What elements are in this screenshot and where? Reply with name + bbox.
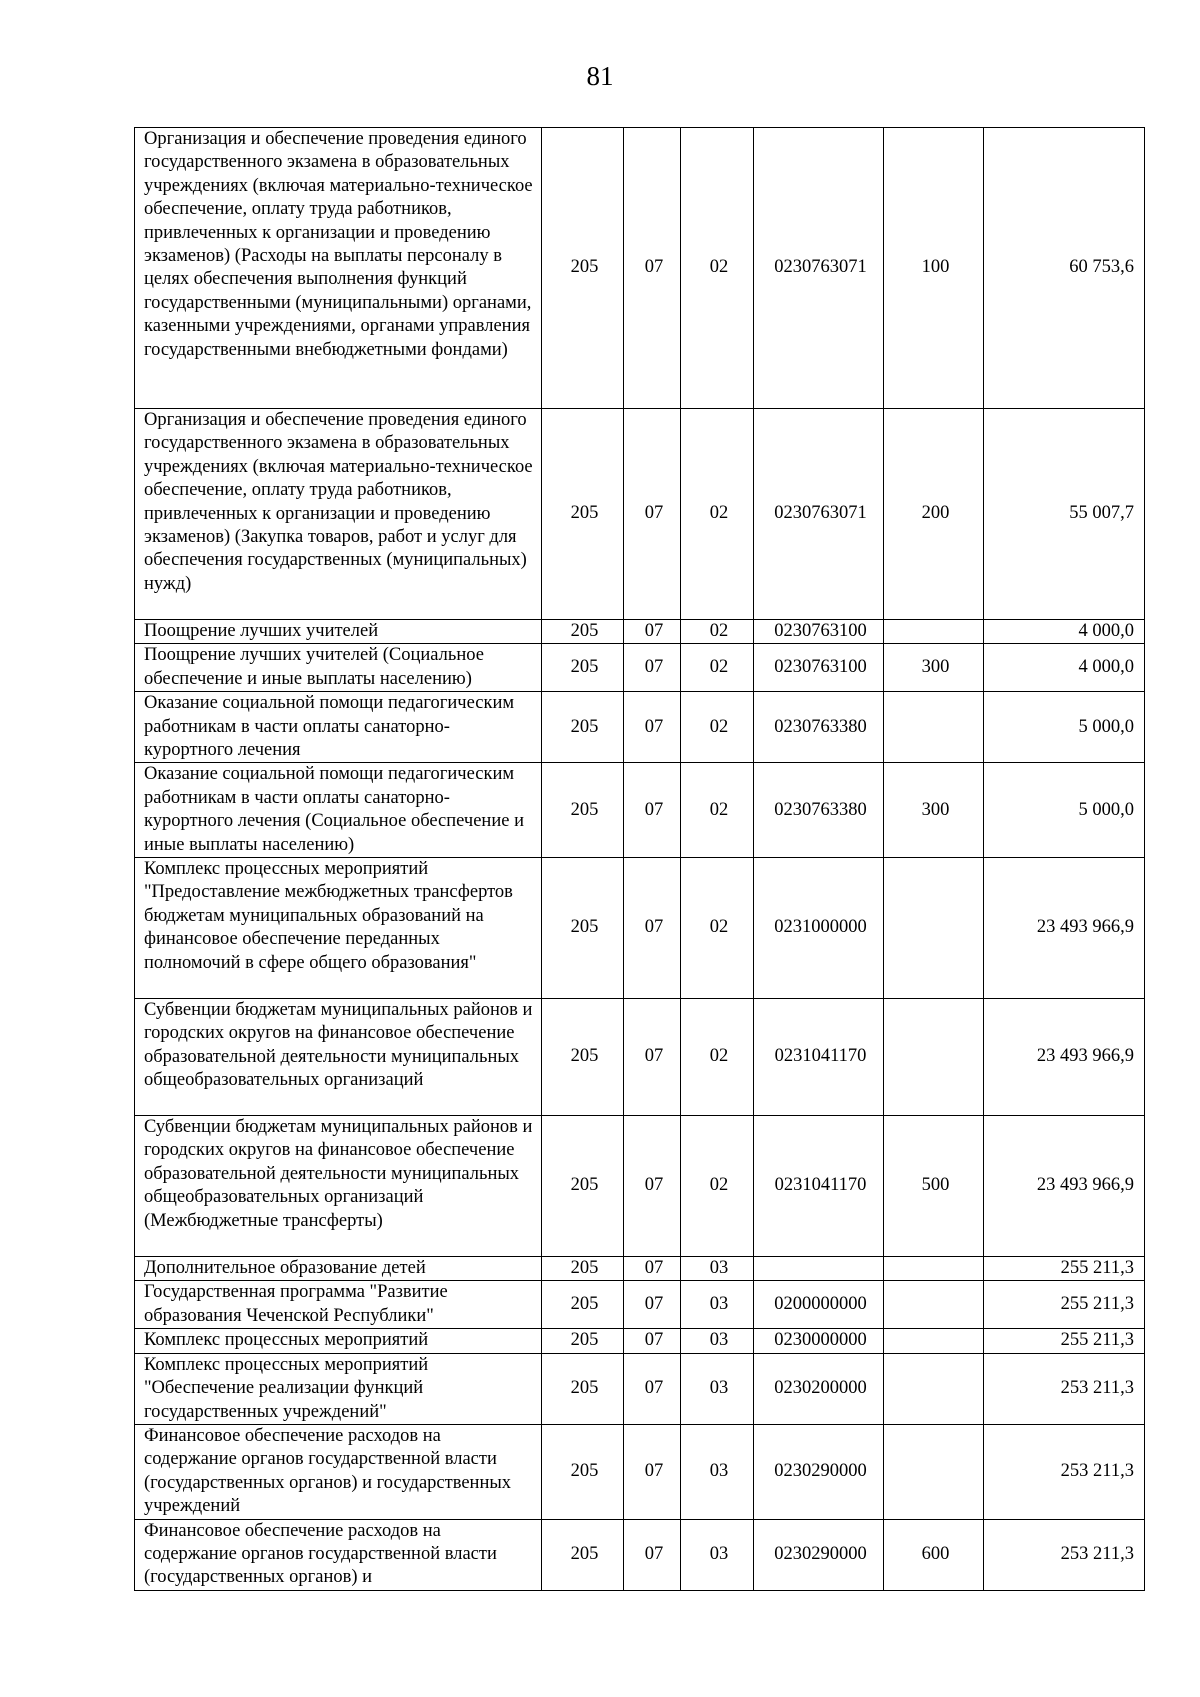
expense-type-code [884, 620, 984, 644]
section-code: 07 [624, 1329, 681, 1353]
ministry-code: 205 [542, 128, 624, 409]
target-code: 0200000000 [754, 1281, 884, 1329]
target-code: 0230763380 [754, 692, 884, 763]
amount: 23 493 966,9 [984, 1116, 1145, 1257]
table-row [135, 1281, 1145, 1329]
ministry-code: 205 [542, 644, 624, 692]
row-name: Оказание социальной помощи педагогическим работникам в части оплаты санаторно-курортного лечения (Социальное обеспечение и иные выплаты населению) [135, 763, 542, 858]
target-code: 0230290000 [754, 1519, 884, 1590]
expense-type-code: 600 [884, 1519, 984, 1590]
row-name: Комплекс процессных мероприятий "Предоставление межбюджетных трансфертов бюджетам муниципальных образований на финансовое обеспечение переданных полномочий в сфере общего образования" [135, 858, 542, 999]
expense-type-code [884, 999, 984, 1116]
subsection-code: 03 [681, 1353, 754, 1424]
expense-type-code [884, 1257, 984, 1281]
section-code: 07 [624, 763, 681, 858]
amount: 253 211,3 [984, 1353, 1145, 1424]
page-number: 81 [586, 61, 614, 91]
row-name: Поощрение лучших учителей (Социальное обеспечение и иные выплаты населению) [135, 644, 542, 692]
target-code: 0230763100 [754, 620, 884, 644]
target-code: 0230763380 [754, 763, 884, 858]
section-code: 07 [624, 692, 681, 763]
section-code: 07 [624, 999, 681, 1116]
amount: 5 000,0 [984, 692, 1145, 763]
target-code: 0230200000 [754, 1353, 884, 1424]
ministry-code: 205 [542, 692, 624, 763]
row-name: Финансовое обеспечение расходов на содержание органов государственной власти (государственных органов) и государственных учреждений [135, 1424, 542, 1519]
table-row [135, 1257, 1145, 1281]
target-code: 0231000000 [754, 858, 884, 999]
subsection-code: 03 [681, 1519, 754, 1590]
ministry-code: 205 [542, 409, 624, 620]
ministry-code: 205 [542, 1257, 624, 1281]
amount: 60 753,6 [984, 128, 1145, 409]
subsection-code: 03 [681, 1424, 754, 1519]
ministry-code: 205 [542, 1519, 624, 1590]
subsection-code: 02 [681, 1116, 754, 1257]
table-row [135, 692, 1145, 763]
table-row [135, 1519, 1145, 1590]
ministry-code: 205 [542, 999, 624, 1116]
subsection-code: 03 [681, 1257, 754, 1281]
section-code: 07 [624, 128, 681, 409]
amount: 4 000,0 [984, 644, 1145, 692]
table-row [135, 1329, 1145, 1353]
subsection-code: 02 [681, 620, 754, 644]
amount: 4 000,0 [984, 620, 1145, 644]
subsection-code: 02 [681, 692, 754, 763]
amount: 55 007,7 [984, 409, 1145, 620]
table-row [135, 858, 1145, 999]
expense-type-code [884, 1329, 984, 1353]
subsection-code: 03 [681, 1329, 754, 1353]
target-code: 0230290000 [754, 1424, 884, 1519]
amount: 255 211,3 [984, 1281, 1145, 1329]
expense-type-code: 200 [884, 409, 984, 620]
target-code: 0230000000 [754, 1329, 884, 1353]
table-row [135, 128, 1145, 409]
amount: 23 493 966,9 [984, 858, 1145, 999]
section-code: 07 [624, 1424, 681, 1519]
expense-type-code [884, 858, 984, 999]
target-code: 0230763100 [754, 644, 884, 692]
target-code [754, 1257, 884, 1281]
target-code: 0231041170 [754, 999, 884, 1116]
subsection-code: 02 [681, 999, 754, 1116]
section-code: 07 [624, 1281, 681, 1329]
table-row [135, 1116, 1145, 1257]
amount: 255 211,3 [984, 1257, 1145, 1281]
section-code: 07 [624, 1353, 681, 1424]
table-row [135, 999, 1145, 1116]
amount: 255 211,3 [984, 1329, 1145, 1353]
section-code: 07 [624, 620, 681, 644]
table-row [135, 1353, 1145, 1424]
expense-type-code [884, 1353, 984, 1424]
section-code: 07 [624, 1519, 681, 1590]
section-code: 07 [624, 1257, 681, 1281]
section-code: 07 [624, 1116, 681, 1257]
expense-type-code: 300 [884, 763, 984, 858]
row-name: Организация и обеспечение проведения единого государственного экзамена в образовательных учреждениях (включая материально-техническое обеспечение, оплату труда работников, привлеченных к организации и проведению экзаменов) (Закупка товаров, работ и услуг для обеспечения государственных (муниципальных) нужд) [135, 409, 542, 620]
row-name: Комплекс процессных мероприятий [135, 1329, 542, 1353]
amount: 23 493 966,9 [984, 999, 1145, 1116]
row-name: Оказание социальной помощи педагогическим работникам в части оплаты санаторно-курортного лечения [135, 692, 542, 763]
ministry-code: 205 [542, 763, 624, 858]
row-name: Дополнительное образование детей [135, 1257, 542, 1281]
ministry-code: 205 [542, 1329, 624, 1353]
row-name: Субвенции бюджетам муниципальных районов и городских округов на финансовое обеспечение образовательной деятельности муниципальных общеобразовательных организаций (Межбюджетные трансферты) [135, 1116, 542, 1257]
ministry-code: 205 [542, 1116, 624, 1257]
subsection-code: 02 [681, 128, 754, 409]
amount: 253 211,3 [984, 1424, 1145, 1519]
target-code: 0230763071 [754, 128, 884, 409]
ministry-code: 205 [542, 1353, 624, 1424]
target-code: 0230763071 [754, 409, 884, 620]
amount: 253 211,3 [984, 1519, 1145, 1590]
subsection-code: 02 [681, 858, 754, 999]
section-code: 07 [624, 644, 681, 692]
expense-type-code: 500 [884, 1116, 984, 1257]
table-row [135, 763, 1145, 858]
section-code: 07 [624, 409, 681, 620]
expense-type-code [884, 1424, 984, 1519]
expense-type-code: 300 [884, 644, 984, 692]
ministry-code: 205 [542, 1424, 624, 1519]
ministry-code: 205 [542, 620, 624, 644]
row-name: Финансовое обеспечение расходов на содержание органов государственной власти (государственных органов) и [135, 1519, 542, 1590]
amount: 5 000,0 [984, 763, 1145, 858]
subsection-code: 02 [681, 409, 754, 620]
table-row [135, 409, 1145, 620]
subsection-code: 02 [681, 644, 754, 692]
subsection-code: 03 [681, 1281, 754, 1329]
table-row [135, 620, 1145, 644]
row-name: Государственная программа "Развитие образования Чеченской Республики" [135, 1281, 542, 1329]
expense-type-code: 100 [884, 128, 984, 409]
ministry-code: 205 [542, 858, 624, 999]
section-code: 07 [624, 858, 681, 999]
expense-type-code [884, 692, 984, 763]
expense-type-code [884, 1281, 984, 1329]
budget-table [134, 127, 1145, 1591]
table-row [135, 644, 1145, 692]
row-name: Организация и обеспечение проведения единого государственного экзамена в образовательных учреждениях (включая материально-техническое обеспечение, оплату труда работников, привлеченных к организации и проведению экзаменов) (Расходы на выплаты персоналу в целях обеспечения выполнения функций государственными (муниципальными) органами, казенными учреждениями, органами управления государственными внебюджетными фондами) [135, 128, 542, 409]
subsection-code: 02 [681, 763, 754, 858]
target-code: 0231041170 [754, 1116, 884, 1257]
row-name: Комплекс процессных мероприятий "Обеспечение реализации функций государственных учреждений" [135, 1353, 542, 1424]
ministry-code: 205 [542, 1281, 624, 1329]
row-name: Поощрение лучших учителей [135, 620, 542, 644]
table-row [135, 1424, 1145, 1519]
row-name: Субвенции бюджетам муниципальных районов и городских округов на финансовое обеспечение образовательной деятельности муниципальных общеобразовательных организаций [135, 999, 542, 1116]
